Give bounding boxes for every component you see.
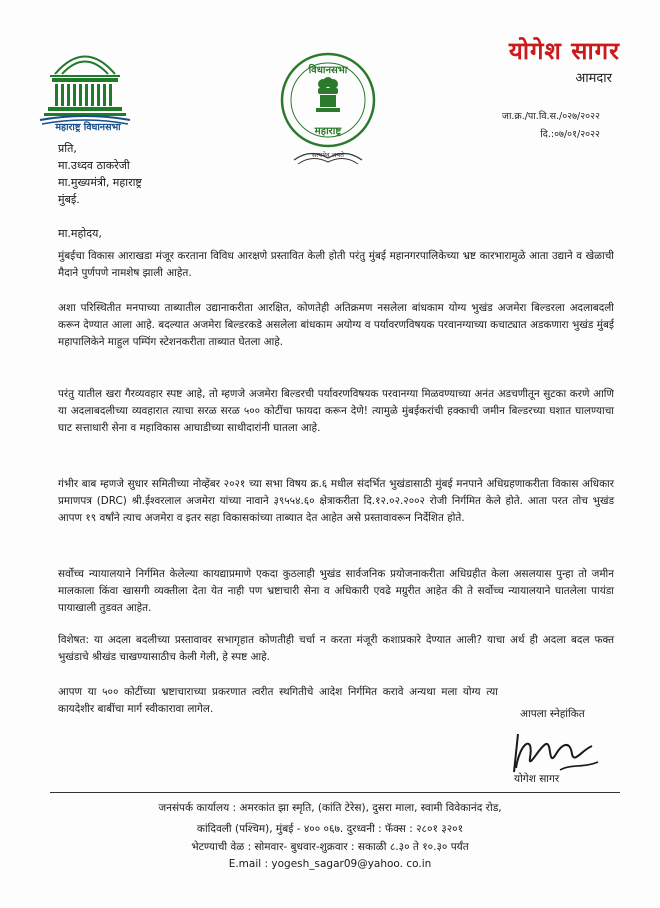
letter-date: दि.:०७/०१/२०२२ <box>540 129 600 140</box>
recipient-city: मुंबई. <box>58 193 80 206</box>
recipient-prefix: प्रति, <box>58 142 77 155</box>
body-paragraph-5: सर्वोच्च न्यायालयाने निर्गमित केलेल्या कायद्याप्रमाणे एकदा कुठलाही भुखंड सार्वजनिक प्रयोजनाकरीता अधिग्रहीत केला असलयास पुन्हा तो जमीन मालकाला किंवा खासगी व्यक्तीला देता येत नाही पण भ्रष्टाचारी सेना व अधिकारी एवढे मग्रुरीत आहेत की ते सर्वोच्च न्यायालयाने घातलेला पायंडा पायाखाली तुडवत आहेत. <box>58 568 614 614</box>
footer-city-phone: कांदिवली (पश्चिम), मुंबई - ४०० ०६७. दुरध्वनी : फॅक्स : २८०१ ३२०१ <box>196 823 464 835</box>
vidhan-sabha-caption: महाराष्ट्र विधानसभा <box>55 122 121 133</box>
sender-name: योगेश सागर <box>508 37 620 65</box>
salutation: मा.महोदय, <box>58 227 102 240</box>
body-paragraph-3: परंतु यातील खरा गैरव्यवहार स्पष्ट आहे, तो म्हणजे अजमेरा बिल्डरची पर्यावरणविषयक परवानग्या मिळवण्याच्या अनंत अडचणीतून सुटका करणे आणि या अदलाबदलीच्या व्यवहारात त्याचा सरळ सरळ ५०० कोटींचा फायदा करून देणे! त्यामुळे मुंबईकरांची हक्काची जमीन बिल्डरच्या घशात घालण्याचा घाट सत्ताधारी सेना व महाविकास आघाडीच्या साथीदारांनी घातला आहे. <box>58 388 614 434</box>
seal-bottom-text: महाराष्ट्र <box>314 126 342 137</box>
body-paragraph-6: विशेषत: या अदला बदलीच्या प्रस्तावावर सभागृहात कोणतीही चर्चा न करता मंजूरी कशाप्रकारे देण्यात आली? याचा अर्थ ही अदला बदल फक्त भुखंडाचे श्रीखंड चाखण्यासाठीच केली गेली, हे स्पष्ट आहे. <box>58 634 614 663</box>
seal-top-text: विधानसभा <box>308 65 348 76</box>
recipient-name: मा.उध्दव ठाकरेजी <box>58 159 130 172</box>
body-paragraph-2: अशा परिस्थितीत मनपाच्या ताब्यातील उद्यानाकरीता आरक्षित, कोणतेही अतिक्रमण नसलेला बांधकाम योग्य भुखंड अजमेरा बिल्डरला अदलाबदली करून देण्यात आला आहे. बदल्यात अजमेरा बिल्डरकडे असलेला बांधकाम अयोग्य व पर्यावरणविषयक परवानग्याच्या कचाट्यात अडकणारा भुखंड मुंबई महापालिकेने माहुल पम्पिंग स्टेशनकरीता ताब्यात घेतला आहे. <box>58 302 614 348</box>
footer-email: E.mail : yogesh_sagar09@yahoo. co.in <box>228 858 432 870</box>
seal-ribbon-text: सत्यमेव जयते <box>312 151 344 159</box>
signature-name: योगेश सागर <box>514 773 560 785</box>
body-paragraph-1: मुंबईचा विकास आराखडा मंजूर करताना विविध आरक्षणे प्रस्तावित केली होती परंतु मुंबई महानगरपालिकेच्या भ्रष्ट कारभारामुळे आता उद्याने व खेळाची मैदाने पुर्णपणे नामशेष झाली आहेत. <box>58 250 614 279</box>
footer-divider <box>50 792 620 793</box>
closing-text: आपला स्नेहांकित <box>520 708 585 720</box>
recipient-title: मा.मुख्यमंत्री, महाराष्ट्र <box>58 176 142 189</box>
footer-visiting-hours: भेटण्याची वेळ : सोमवार- बुधवार-शुक्रवार : सकाळी ८.३० ते १०.३० पर्यंत <box>191 841 469 853</box>
body-paragraph-4: गंभीर बाब म्हणजे सुधार समितीच्या नोव्हेंबर २०२१ च्या सभा विषय क्र.६ मधील संदर्भित भुखंडासाठी मुंबई मनपाने अधिग्रहणाकरीता विकास अधिकार प्रमाणपत्र (DRC) श्री.ईश्वरलाल अजमेरा यांच्या नावाने ३९५५४.६० क्षेत्राकरीता दि.१२.०२.२००२ रोजी निर्गमित केले होते. आता परत तोच भुखंड आपण १९ वर्षांने त्याच अजमेरा व इतर सहा विकासकांच्या ताब्यात देत आहेत असे प्रस्तावावरून निर्देशित होते. <box>58 478 614 524</box>
body-paragraph-7: आपण या ५०० कोटींच्या भ्रष्टाचाराच्या प्रकरणात त्वरीत स्थगितीचे आदेश निर्गमित करावे अन्यथा मला योग्य त्या कायदेशीर बाबींचा मार्ग स्वीकारावा लागेल. <box>58 686 498 715</box>
reference-number: जा.क्र./पा.वि.स./०२७/२०२२ <box>501 111 600 122</box>
footer-office-address: जनसंपर्क कार्यालय : अमरकांत झा स्मृति, (कांति टेरेस), दुसरा माला, स्वामी विवेकानंद रोड, <box>158 802 502 814</box>
sender-designation: आमदार <box>575 71 612 86</box>
